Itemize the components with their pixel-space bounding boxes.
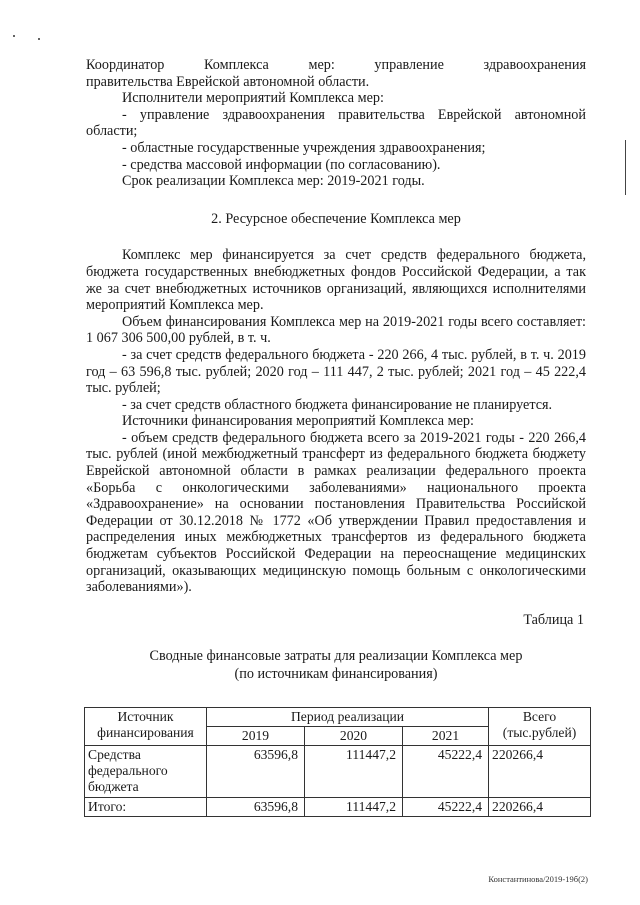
header-period: Период реализации xyxy=(207,708,489,727)
table-header-row xyxy=(85,708,591,727)
header-source: Источник финансирования xyxy=(85,708,207,746)
cell-2020: 111447,2 xyxy=(305,798,403,817)
cell-2021: 45222,4 xyxy=(403,746,489,798)
scan-speck xyxy=(13,35,15,37)
cell-2021: 45222,4 xyxy=(403,798,489,817)
cell-total: 220266,4 xyxy=(489,746,591,798)
term-of-implementation: Срок реализации Комплекса мер: 2019-2021 годы. xyxy=(122,173,425,190)
coordinator-line-1: Координатор Комплекса мер: управление здравоохранения xyxy=(86,57,586,73)
paragraph: Объем финансирования Комплекса мер на 2019-2021 годы всего составляет: 1 067 306 500,00 рублей, в т. ч. xyxy=(86,313,586,347)
scan-speck xyxy=(38,38,40,40)
cell-2019: 63596,8 xyxy=(207,746,305,798)
executors-title: Исполнители мероприятий Комплекса мер: xyxy=(122,90,384,107)
financing-table xyxy=(84,707,591,816)
table-title-line-1: Сводные финансовые затраты для реализации Комплекса мер xyxy=(149,648,523,665)
table-label: Таблица 1 xyxy=(523,611,584,628)
document-footer-code: Константинова/2019-19б(2) xyxy=(488,874,588,884)
header-total xyxy=(489,708,591,746)
header-total-line-1: Всего xyxy=(522,709,557,725)
paragraph: - за счет средств областного бюджета финансирование не планируется. xyxy=(122,396,553,413)
coordinator-line-2: правительства Еврейской автономной области. xyxy=(86,73,370,90)
header-year: 2020 xyxy=(305,727,403,746)
paragraph: - объем средств федерального бюджета всего за 2019-2021 годы - 220 266,4 тыс. рублей (иной межбюджетный трансферт из федерального бюджета бюджету Еврейской автономной области в рамках реализации федерального проекта «Борьба с онкологическими заболеваниями» национального проекта «Здравоохранение» на основании постановления Правительства Российской Федерации от 30.12.2018 № 1772 «Об утверждении Правил предоставления и распределения иных межбюджетных трансфертов из федерального бюджета бюджетам субъектов Российской Федерации на переоснащение медицинских организаций, оказывающих медицинскую помощь больным с онкологическими заболеваниями»). xyxy=(86,429,586,596)
cell-total: 220266,4 xyxy=(489,798,591,817)
header-total-line-2: (тыс.рублей) xyxy=(502,725,577,741)
table-row xyxy=(85,746,591,798)
section-heading: 2. Ресурсное обеспечение Комплекса мер xyxy=(211,210,461,227)
document-page xyxy=(86,57,586,817)
paragraph: Источники финансирования мероприятий Комплекса мер: xyxy=(122,413,474,430)
executor-item: - средства массовой информации (по согласованию). xyxy=(122,156,441,173)
header-year: 2019 xyxy=(207,727,305,746)
row-label: Итого: xyxy=(85,798,207,817)
table-row xyxy=(85,798,591,817)
scan-edge-mark xyxy=(625,140,626,195)
executor-item: - областные государственные учреждения здравоохранения; xyxy=(122,139,486,156)
table-title xyxy=(86,648,586,683)
row-label: Средства федерального бюджета xyxy=(85,746,207,798)
cell-2020: 111447,2 xyxy=(305,746,403,798)
executor-item: - управление здравоохранения правительства Еврейской автономной области; xyxy=(86,106,586,140)
table-title-line-2: (по источникам финансирования) xyxy=(234,665,438,682)
header-year: 2021 xyxy=(403,727,489,746)
cell-2019: 63596,8 xyxy=(207,798,305,817)
paragraph: Комплекс мер финансируется за счет средств федерального бюджета, бюджета государственных внебюджетных фондов Российской Федерации, а так же за счет внебюджетных источников организаций, являющихся исполнителями мероприятий Комплекса мер. xyxy=(86,247,586,314)
paragraph: - за счет средств федерального бюджета - 220 266, 4 тыс. рублей, в т. ч. 2019 год – 63 596,8 тыс. рублей; 2020 год – 111 447, 2 тыс. рублей; 2021 год – 45 222,4 тыс. рублей; xyxy=(86,346,586,397)
